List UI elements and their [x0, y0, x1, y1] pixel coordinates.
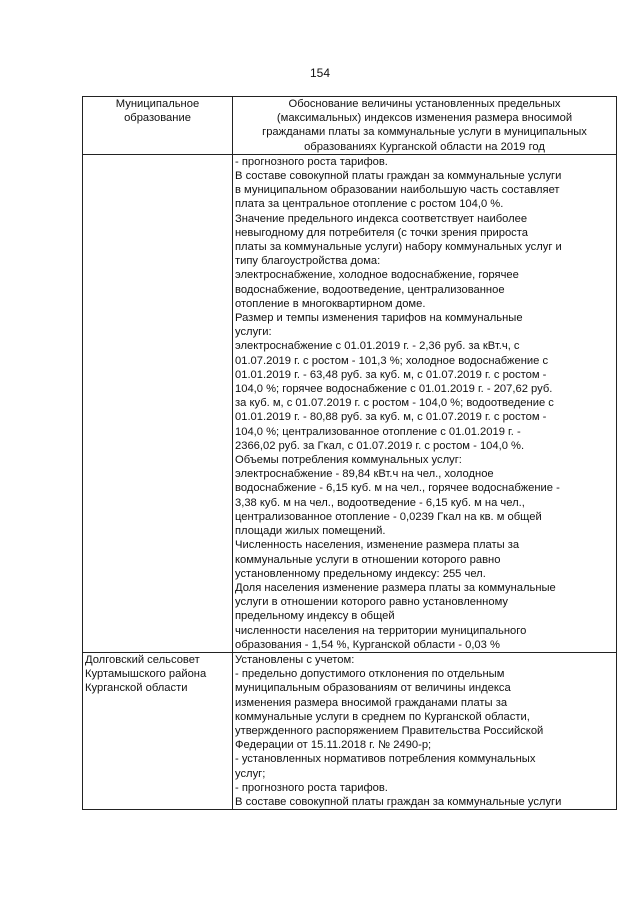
justification-line: - прогнозного роста тарифов. [235, 155, 388, 168]
justification-line: плата за центральное отопление с ростом 104,0 %. [235, 198, 504, 211]
justification-line: за куб. м, с 01.07.2019 г. с ростом - 104,0 %; водоотведение с [235, 397, 554, 410]
justification-line: невыгодному для потребителя (с точки зрения прироста [235, 226, 528, 239]
justification-line: водоснабжение - 6,15 куб. м на чел., горячее водоснабжение - [235, 482, 560, 495]
tariff-justification-table [82, 96, 617, 810]
justification-line: 104,0 %; горячее водоснабжение с 01.01.2019 г. - 207,62 руб. [235, 383, 553, 396]
justification-line: Значение предельного индекса соответствует наиболее [235, 212, 528, 225]
municipality-cell [83, 652, 233, 809]
justification-line: услуг; [235, 767, 266, 780]
justification-line: 01.01.2019 г. - 63,48 руб. за куб. м, с 01.07.2019 г. с ростом - [235, 368, 547, 381]
justification-line: - прогнозного роста тарифов. [235, 781, 388, 794]
justification-line: коммунальные услуги в среднем по Курганской области, [235, 710, 530, 723]
justification-line: площади жилых помещений. [235, 525, 386, 538]
justification-line: услуги в отношении которого равно установленному [235, 596, 508, 609]
justification-line: электроснабжение, холодное водоснабжение, горячее [235, 269, 519, 282]
justification-line: отопление в многоквартирном доме. [235, 297, 426, 310]
table-row [83, 652, 617, 809]
justification-cell [233, 652, 617, 809]
justification-line: 01.07.2019 г. с ростом - 101,3 %; холодное водоснабжение с [235, 354, 549, 367]
header-municipality-line: образование [124, 112, 191, 125]
justification-line: 01.01.2019 г. - 80,88 руб. за куб. м, с 01.07.2019 г. с ростом - [235, 411, 547, 424]
justification-line: коммунальные услуги в отношении которого равно [235, 553, 501, 566]
justification-line: изменения размера вносимой гражданами платы за [235, 696, 508, 709]
justification-line: 3,38 куб. м на чел., водоотведение - 6,15 куб. м на чел., [235, 496, 525, 509]
justification-line: 104,0 %; централизованное отопление с 01.01.2019 г. - [235, 425, 521, 438]
header-justification-line: гражданами платы за коммунальные услуги в муниципальных [262, 126, 587, 139]
justification-line: Объемы потребления коммунальных услуг: [235, 454, 462, 467]
justification-line: В составе совокупной платы граждан за коммунальные услуги [235, 795, 562, 808]
justification-line: - предельно допустимого отклонения по отдельным [235, 668, 505, 681]
header-justification-line: образованиях Курганской области на 2019 год [304, 140, 545, 153]
header-justification [233, 97, 617, 155]
justification-line: Доля населения изменение размера платы за коммунальные [235, 581, 556, 594]
justification-line: платы за коммунальные услуги) набору коммунальных услуг и [235, 241, 562, 254]
page-number: 154 [309, 66, 331, 80]
municipality-line: Куртамышского района [85, 668, 207, 681]
justification-line: услуги: [235, 326, 272, 339]
justification-line: в муниципальном образовании наибольшую часть составляет [235, 184, 560, 197]
table-header-row [83, 97, 617, 155]
header-justification-line: (максимальных) индексов изменения размера вносимой [276, 112, 573, 125]
table-row [83, 154, 617, 652]
justification-line: В составе совокупной платы граждан за коммунальные услуги [235, 170, 562, 183]
justification-line: образования - 1,54 %, Курганской области - 0,03 % [235, 638, 500, 651]
justification-line: электроснабжение с 01.01.2019 г. - 2,36 руб. за кВт.ч, с [235, 340, 520, 353]
municipality-line: Долговский сельсовет [85, 653, 200, 666]
justification-line: электроснабжение - 89,84 кВт.ч на чел., холодное [235, 468, 494, 481]
municipality-line: Курганской области [85, 682, 188, 695]
justification-line: Численность населения, изменение размера платы за [235, 539, 520, 552]
municipality-cell [83, 154, 233, 652]
header-municipality-line: Муниципальное [115, 98, 200, 110]
justification-line: водоснабжение, водоотведение, централизованное [235, 283, 505, 296]
justification-line: утвержденного распоряжением Правительства Российской [235, 724, 544, 737]
justification-line: численности населения на территории муниципального [235, 624, 527, 637]
header-municipality [83, 97, 233, 155]
justification-line: типу благоустройства дома: [235, 255, 381, 268]
justification-cell [233, 154, 617, 652]
header-justification-line: Обоснование величины установленных предельных [288, 98, 561, 110]
justification-line: Федерации от 15.11.2018 г. № 2490-р; [235, 739, 432, 752]
justification-line: муниципальным образованиям от величины индекса [235, 682, 511, 695]
justification-line: 2366,02 руб. за Гкал, с 01.07.2019 г. с ростом - 104,0 %. [235, 439, 525, 452]
justification-line: - установленных нормативов потребления коммунальных [235, 753, 536, 766]
justification-line: централизованное отопление - 0,0239 Гкал на кв. м общей [235, 510, 542, 523]
justification-line: Установлены с учетом: [235, 653, 355, 666]
justification-line: установленному предельному индексу: 255 чел. [235, 567, 486, 580]
justification-line: предельному индексу в общей [235, 610, 395, 623]
justification-line: Размер и темпы изменения тарифов на коммунальные [235, 312, 523, 325]
